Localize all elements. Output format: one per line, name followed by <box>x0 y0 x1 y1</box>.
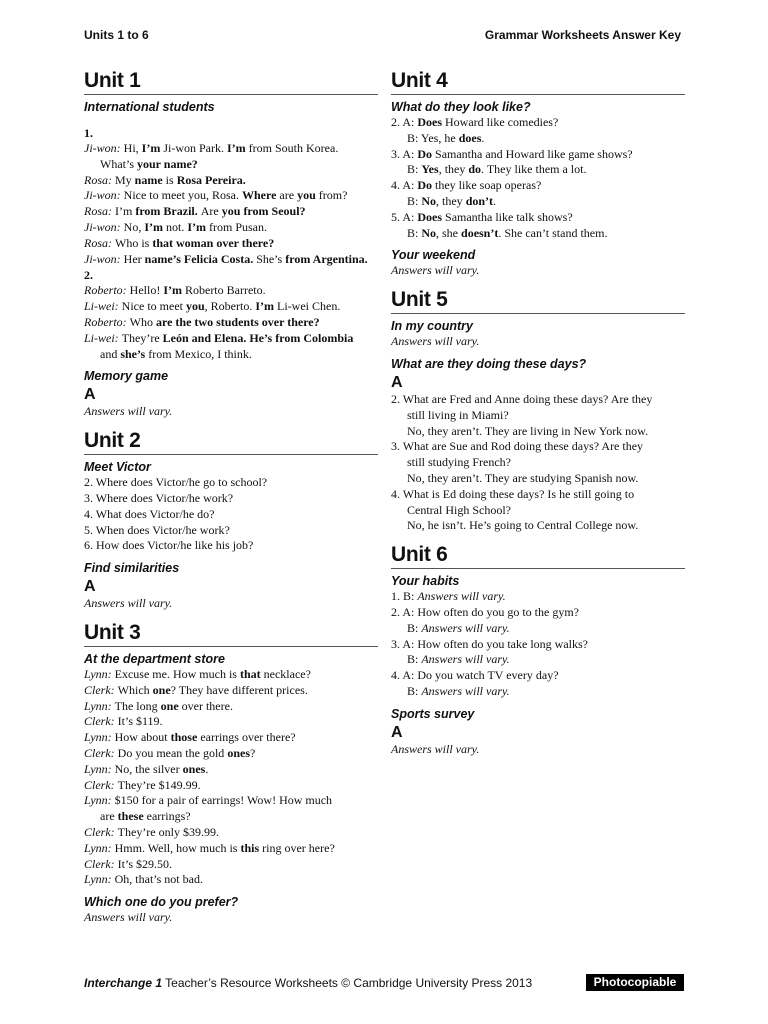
answer-word: Does <box>417 209 443 224</box>
list-item: still studying French? <box>407 455 511 470</box>
unit5-section-country: In my country <box>391 319 473 334</box>
text-segment: ? They have different prices. <box>170 682 308 697</box>
text-segment: 1. B: <box>391 589 418 604</box>
habit-line <box>391 668 685 684</box>
answer-word: you from Seoul? <box>218 204 306 219</box>
list-item: 5. When does Victor/he work? <box>84 522 230 537</box>
text-segment: Her <box>123 251 142 266</box>
text-segment: She’s <box>256 251 283 266</box>
dialogue-line <box>84 331 378 347</box>
answer-word: that woman over there? <box>149 235 275 250</box>
unit3-section-prefer: Which one do you prefer? <box>84 895 239 910</box>
unit5-title: Unit 5 <box>391 287 685 314</box>
speaker: Rosa: <box>84 235 115 250</box>
speaker: Clerk: <box>84 714 118 729</box>
dialogue-line <box>84 841 378 857</box>
unit5-letter-a: A <box>391 373 403 391</box>
answer-line <box>391 226 685 242</box>
answer-word: doesn’t <box>461 225 499 240</box>
list-item: 3. What are Sue and Rod doing these days? Are they <box>391 439 644 454</box>
text-segment: They’re $149.99. <box>117 777 201 792</box>
text-segment: No, the silver <box>114 761 183 776</box>
speaker: Clerk: <box>84 777 118 792</box>
text-segment: Which <box>117 682 153 697</box>
text-segment: I’m <box>115 204 133 219</box>
answer-word: Do <box>417 146 433 161</box>
text-segment: Who <box>129 314 153 329</box>
unit1-section-memory: Memory game <box>84 369 169 384</box>
unit1-number-1: 1. <box>84 126 93 140</box>
speaker: Li-wei: <box>84 330 122 345</box>
footer-text: Teacher’s Resource Worksheets © Cambridge University Press 2013 <box>165 976 533 990</box>
unit3-section-department-store: At the department store <box>84 651 225 666</box>
answer-word: name’s Felicia Costa. <box>141 251 257 266</box>
dialogue-line <box>84 157 378 173</box>
footer <box>84 976 532 990</box>
text-segment: B: <box>407 652 422 667</box>
dialogue-line <box>84 252 378 268</box>
speaker: Clerk: <box>84 682 118 697</box>
answer-line <box>391 178 685 194</box>
text-segment: Howard like comedies? <box>442 115 559 129</box>
answer-word: I’m <box>163 283 182 298</box>
dialogue-line <box>84 220 378 236</box>
left-column <box>84 68 378 926</box>
dialogue-line <box>84 714 378 730</box>
speaker: Lynn: <box>84 730 115 745</box>
answer-word: she’s <box>120 346 146 361</box>
text-segment: Ji-won Park. <box>160 141 227 155</box>
answer-word: this <box>240 840 260 855</box>
speaker: Ji-won: <box>84 188 124 203</box>
unit4-title: Unit 4 <box>391 68 685 95</box>
text-segment: . <box>493 193 497 208</box>
header-left: Units 1 to 6 <box>84 28 149 42</box>
dialogue-line <box>84 699 378 715</box>
text-segment: Hi, <box>123 141 142 155</box>
dialogue-line <box>84 141 378 157</box>
speaker: Lynn: <box>84 840 115 855</box>
answer-word: I’m <box>255 299 275 314</box>
speaker: Roberto: <box>84 314 130 329</box>
answer-word: León and Elena. He’s from Colombia <box>159 330 354 345</box>
unit4-lines <box>391 115 685 241</box>
text-segment: 2. A: How often do you go to the gym? <box>391 604 579 619</box>
dialogue-line <box>84 730 378 746</box>
unit6-answers: Answers will vary. <box>391 741 480 756</box>
unit6-letter-a: A <box>391 723 403 741</box>
text-segment: earrings? <box>143 809 191 824</box>
text-segment: Oh, that’s not bad. <box>114 872 203 887</box>
text-segment: Nice to meet you, Rosa. <box>123 188 242 203</box>
answer-text: Answers will vary. <box>421 620 510 635</box>
text-segment: is <box>165 172 174 187</box>
unit3-conversation <box>84 667 378 888</box>
text-segment: My <box>115 172 132 187</box>
answer-word: your name? <box>134 156 198 171</box>
habit-line <box>391 652 685 668</box>
answer-word: don’t <box>465 193 494 208</box>
text-segment: are <box>100 809 118 824</box>
habit-line <box>391 621 685 637</box>
list-item: 3. Where does Victor/he work? <box>84 490 234 505</box>
speaker: Lynn: <box>84 761 115 776</box>
answer-text: Answers will vary. <box>417 589 506 604</box>
text-segment: The long <box>114 698 161 713</box>
answer-word: Where <box>241 188 277 203</box>
dialogue-line <box>84 746 378 762</box>
dialogue-line <box>84 347 378 363</box>
text-segment: Are <box>200 204 219 219</box>
answer-word: are the two students over there? <box>152 314 320 329</box>
text-segment: 4. A: <box>391 178 418 193</box>
text-segment: Excuse me. How much is <box>114 666 240 681</box>
text-segment: Nice to meet <box>121 299 186 314</box>
answer-text: Answers will vary. <box>421 683 510 698</box>
answer-word: from Brazil. <box>132 204 201 219</box>
text-segment: Roberto Barreto. <box>181 283 266 298</box>
unit4-section-weekend: Your weekend <box>391 248 476 263</box>
text-segment: . She can’t stand them. <box>498 225 608 240</box>
header-right: Grammar Worksheets Answer Key <box>484 28 681 42</box>
dialogue-line <box>84 762 378 778</box>
answer-word: ones <box>227 745 250 760</box>
text-segment: No, <box>123 219 145 234</box>
speaker: Ji-won: <box>84 141 124 155</box>
text-segment: Hello! <box>129 283 164 298</box>
answer-word: you <box>185 299 205 314</box>
answer-word: from Argentina. <box>282 251 368 266</box>
answer-word: that <box>239 666 261 681</box>
answer-line <box>391 115 685 131</box>
answer-word: name <box>131 172 166 187</box>
habit-line <box>391 605 685 621</box>
unit2-letter-a: A <box>84 578 96 596</box>
text-segment: Samantha like talk shows? <box>442 209 573 224</box>
speaker: Rosa: <box>84 204 115 219</box>
text-segment: It’s $119. <box>117 714 163 729</box>
answer-line <box>391 162 685 178</box>
speaker: Clerk: <box>84 824 118 839</box>
answer-word: one <box>160 698 179 713</box>
unit2-section-similarities: Find similarities <box>84 561 180 576</box>
answer-line <box>391 210 685 226</box>
unit2-section-meet-victor: Meet Victor <box>84 460 151 475</box>
text-segment: B: <box>407 193 422 208</box>
speaker: Li-wei: <box>84 299 122 314</box>
answer-word: those <box>170 730 198 745</box>
text-segment: ? <box>249 745 256 760</box>
list-item: 2. What are Fred and Anne doing these days? Are they <box>391 391 653 406</box>
unit1-conversation-1 <box>84 141 378 267</box>
list-item: No, he isn’t. He’s going to Central College now. <box>407 518 639 533</box>
unit5-lines <box>391 392 685 534</box>
answer-word: Yes <box>421 162 439 177</box>
answer-word: Do <box>417 178 433 193</box>
answer-text: Answers will vary. <box>421 652 510 667</box>
text-segment: Samantha and Howard like game shows? <box>432 146 633 161</box>
text-segment: Li-wei Chen. <box>274 299 341 314</box>
text-segment: What’s <box>100 156 134 171</box>
text-segment: . <box>205 761 209 776</box>
text-segment: B: <box>407 162 422 177</box>
unit5-answers-country: Answers will vary. <box>391 334 480 349</box>
list-item: No, they aren’t. They are studying Spanish now. <box>407 470 639 485</box>
speaker: Lynn: <box>84 666 115 681</box>
dialogue-line <box>84 204 378 220</box>
text-segment: Hmm. Well, how much is <box>114 840 241 855</box>
dialogue-line <box>84 188 378 204</box>
dialogue-line <box>84 857 378 873</box>
dialogue-line <box>84 872 378 888</box>
habit-line <box>391 589 685 605</box>
text-segment: B: Yes, he <box>407 130 459 145</box>
unit1-section-international: International students <box>84 100 215 114</box>
unit1-number-2: 2. <box>84 268 93 283</box>
text-segment: over there. <box>178 698 233 713</box>
photocopiable-badge: Photocopiable <box>586 974 684 991</box>
habit-line <box>391 684 685 700</box>
answer-line <box>391 131 685 147</box>
unit1-answers: Answers will vary. <box>84 404 173 419</box>
answer-word: I’m <box>141 141 161 155</box>
text-segment: B: <box>407 683 422 698</box>
answer-word: one <box>152 682 171 697</box>
unit2-title: Unit 2 <box>84 428 378 455</box>
text-segment: Who is <box>115 235 150 250</box>
text-segment: B: <box>407 620 422 635</box>
unit2-items <box>84 475 378 554</box>
list-item: No, they aren’t. They are living in New York now. <box>407 423 649 438</box>
list-item: Central High School? <box>407 502 511 517</box>
text-segment: How about <box>114 730 171 745</box>
list-item: 4. What is Ed doing these days? Is he still going to <box>391 486 635 501</box>
text-segment: from Mexico, I think. <box>145 346 252 361</box>
unit1-title: Unit 1 <box>84 68 378 95</box>
list-item: 4. What does Victor/he do? <box>84 506 215 521</box>
unit6-lines <box>391 589 685 700</box>
text-segment: from Pusan. <box>206 219 268 234</box>
text-segment: They’re only $39.99. <box>117 824 219 839</box>
dialogue-line <box>84 683 378 699</box>
text-segment: , they <box>436 193 466 208</box>
speaker: Roberto: <box>84 283 130 298</box>
unit4-section-look-like: What do they look like? <box>391 100 531 114</box>
answer-word: I’m <box>144 219 163 234</box>
text-segment: , they <box>438 162 469 177</box>
text-segment: . <box>481 130 485 145</box>
text-segment: not. <box>163 219 188 234</box>
answer-word: Rosa Pereira. <box>173 172 246 187</box>
text-segment: from South Korea. <box>245 141 339 155</box>
dialogue-line <box>84 173 378 189</box>
answer-word: No <box>421 193 437 208</box>
footer-brand: Interchange 1 <box>84 976 163 990</box>
speaker: Rosa: <box>84 172 115 187</box>
answer-word: ones <box>182 761 206 776</box>
unit1-conversation-2 <box>84 283 378 362</box>
text-segment: necklace? <box>260 666 311 681</box>
text-segment: 3. A: How often do you take long walks? <box>391 636 588 651</box>
unit5-section-these-days: What are they doing these days? <box>391 356 587 371</box>
text-segment: It’s $29.50. <box>117 856 172 871</box>
speaker: Lynn: <box>84 698 115 713</box>
speaker: Clerk: <box>84 745 118 760</box>
text-segment: ring over here? <box>259 840 335 855</box>
unit6-section-sports: Sports survey <box>391 706 475 721</box>
text-segment: $150 for a pair of earrings! Wow! How much <box>114 793 333 808</box>
dialogue-line <box>84 315 378 331</box>
dialogue-line <box>84 809 378 825</box>
text-segment: and <box>100 346 121 361</box>
text-segment: . They like them a lot. <box>481 162 587 177</box>
text-segment: , she <box>436 225 462 240</box>
unit3-answers: Answers will vary. <box>84 910 173 925</box>
speaker: Clerk: <box>84 856 118 871</box>
right-column <box>391 68 685 758</box>
answer-word: do <box>468 162 482 177</box>
unit1-letter-a: A <box>84 386 96 404</box>
text-segment: earrings over there? <box>197 730 296 745</box>
text-segment: They’re <box>121 330 160 345</box>
unit6-title: Unit 6 <box>391 542 685 569</box>
dialogue-line <box>84 778 378 794</box>
text-segment: 5. A: <box>391 209 418 224</box>
list-item: still living in Miami? <box>407 407 509 422</box>
text-segment: they like soap operas? <box>432 178 542 193</box>
answer-line <box>391 194 685 210</box>
text-segment: 2. A: <box>391 115 418 129</box>
answer-word: No <box>421 225 437 240</box>
dialogue-line <box>84 667 378 683</box>
text-segment: 4. A: Do you watch TV every day? <box>391 668 559 683</box>
answer-word: does <box>458 130 482 145</box>
list-item: 2. Where does Victor/he go to school? <box>84 475 268 490</box>
speaker: Ji-won: <box>84 251 124 266</box>
text-segment: 3. A: <box>391 146 418 161</box>
text-segment: Do you mean the gold <box>117 745 228 760</box>
answer-word: Does <box>417 115 443 129</box>
text-segment: from? <box>315 188 348 203</box>
answer-word: I’m <box>187 219 207 234</box>
speaker: Ji-won: <box>84 219 124 234</box>
text-segment: B: <box>407 225 422 240</box>
dialogue-line <box>84 793 378 809</box>
answer-word: I’m <box>227 141 246 155</box>
text-segment: are <box>276 188 298 203</box>
text-segment: , Roberto. <box>204 299 256 314</box>
list-item: 6. How does Victor/he like his job? <box>84 538 254 553</box>
dialogue-line <box>84 283 378 299</box>
unit3-title: Unit 3 <box>84 620 378 647</box>
unit4-answers: Answers will vary. <box>391 263 480 278</box>
answer-word: you <box>297 188 316 203</box>
answer-word: these <box>117 809 144 824</box>
answer-line <box>391 147 685 163</box>
dialogue-line <box>84 236 378 252</box>
unit6-section-habits: Your habits <box>391 574 460 589</box>
unit2-answers: Answers will vary. <box>84 596 173 611</box>
speaker: Lynn: <box>84 872 115 887</box>
dialogue-line <box>84 825 378 841</box>
speaker: Lynn: <box>84 793 115 808</box>
dialogue-line <box>84 299 378 315</box>
habit-line <box>391 637 685 653</box>
